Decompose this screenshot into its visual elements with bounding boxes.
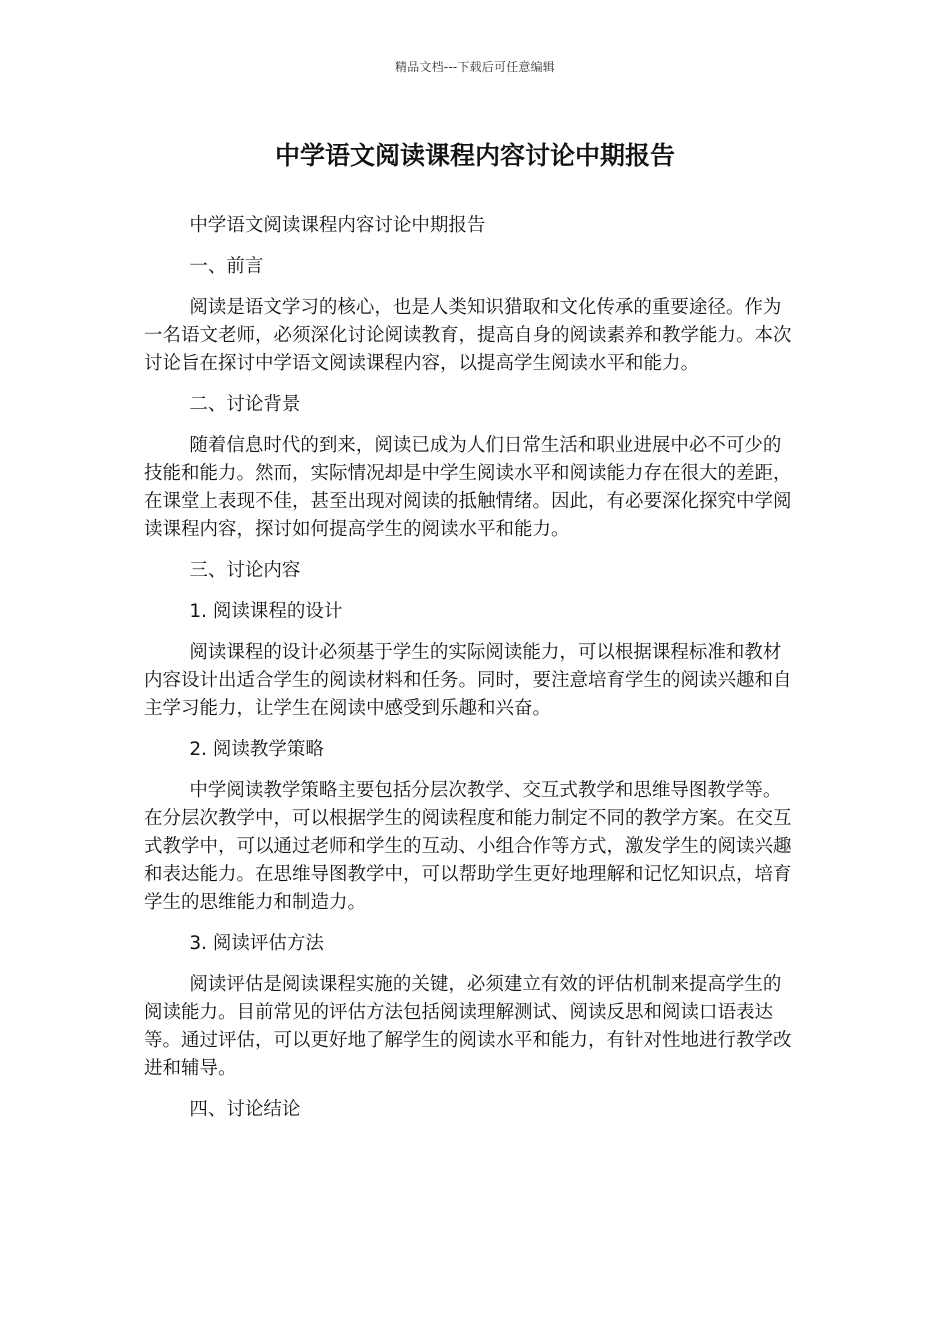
subsection-heading-assessment: 3. 阅读评估方法 (189, 933, 324, 954)
document-title: 中学语文阅读课程内容讨论中期报告 (274, 141, 675, 170)
section-heading-content: 三、讨论内容 (189, 560, 301, 581)
body-paragraph: 中学阅读教学策略主要包括分层次教学、交互式教学和思维导图教学等。在分层次教学中，可以根据学生的阅读程度和能力制定不同的教学方案。在交互式教学中，可以通过老师和学生的互动、小组合作等方式，激发学生的阅读兴趣和表达能力。在思维导图教学中，可以帮助学生更好地理解和记忆知识点，培育学生的思维能力和制造力。 (144, 780, 792, 913)
body-paragraph: 阅读课程的设计必须基于学生的实际阅读能力，可以根据课程标准和教材内容设计出适合学生的阅读材料和任务。同时，要注意培育学生的阅读兴趣和自主学习能力，让学生在阅读中感受到乐趣和兴奋。 (144, 642, 792, 719)
section-heading-conclusion: 四、讨论结论 (189, 1099, 301, 1120)
body-paragraph: 阅读评估是阅读课程实施的关键，必须建立有效的评估机制来提高学生的阅读能力。目前常见的评估方法包括阅读理解测试、阅读反思和阅读口语表达等。通过评估，可以更好地了解学生的阅读水平和能力，有针对性地进行教学改进和辅导。 (144, 974, 792, 1079)
document-body (144, 212, 796, 1137)
subsection-heading-design: 1. 阅读课程的设计 (189, 601, 343, 622)
section-heading-background: 二、讨论背景 (189, 394, 301, 415)
header-note: 精品文档---下载后可任意编辑 (395, 60, 555, 74)
body-paragraph: 随着信息时代的到来，阅读已成为人们日常生活和职业进展中必不可少的技能和能力。然而，实际情况却是中学生阅读水平和阅读能力存在很大的差距，在课堂上表现不佳，甚至出现对阅读的抵触情绪。因此，有必要深化探究中学阅读课程内容，探讨如何提高学生的阅读水平和能力。 (144, 435, 792, 540)
subsection-heading-strategy: 2. 阅读教学策略 (189, 739, 324, 760)
body-paragraph: 阅读是语文学习的核心，也是人类知识猎取和文化传承的重要途径。作为一名语文老师，必须深化讨论阅读教育，提高自身的阅读素养和教学能力。本次讨论旨在探讨中学语文阅读课程内容，以提高学生阅读水平和能力。 (144, 297, 792, 374)
subtitle-paragraph: 中学语文阅读课程内容讨论中期报告 (189, 215, 486, 236)
section-heading-preface: 一、前言 (189, 256, 264, 277)
